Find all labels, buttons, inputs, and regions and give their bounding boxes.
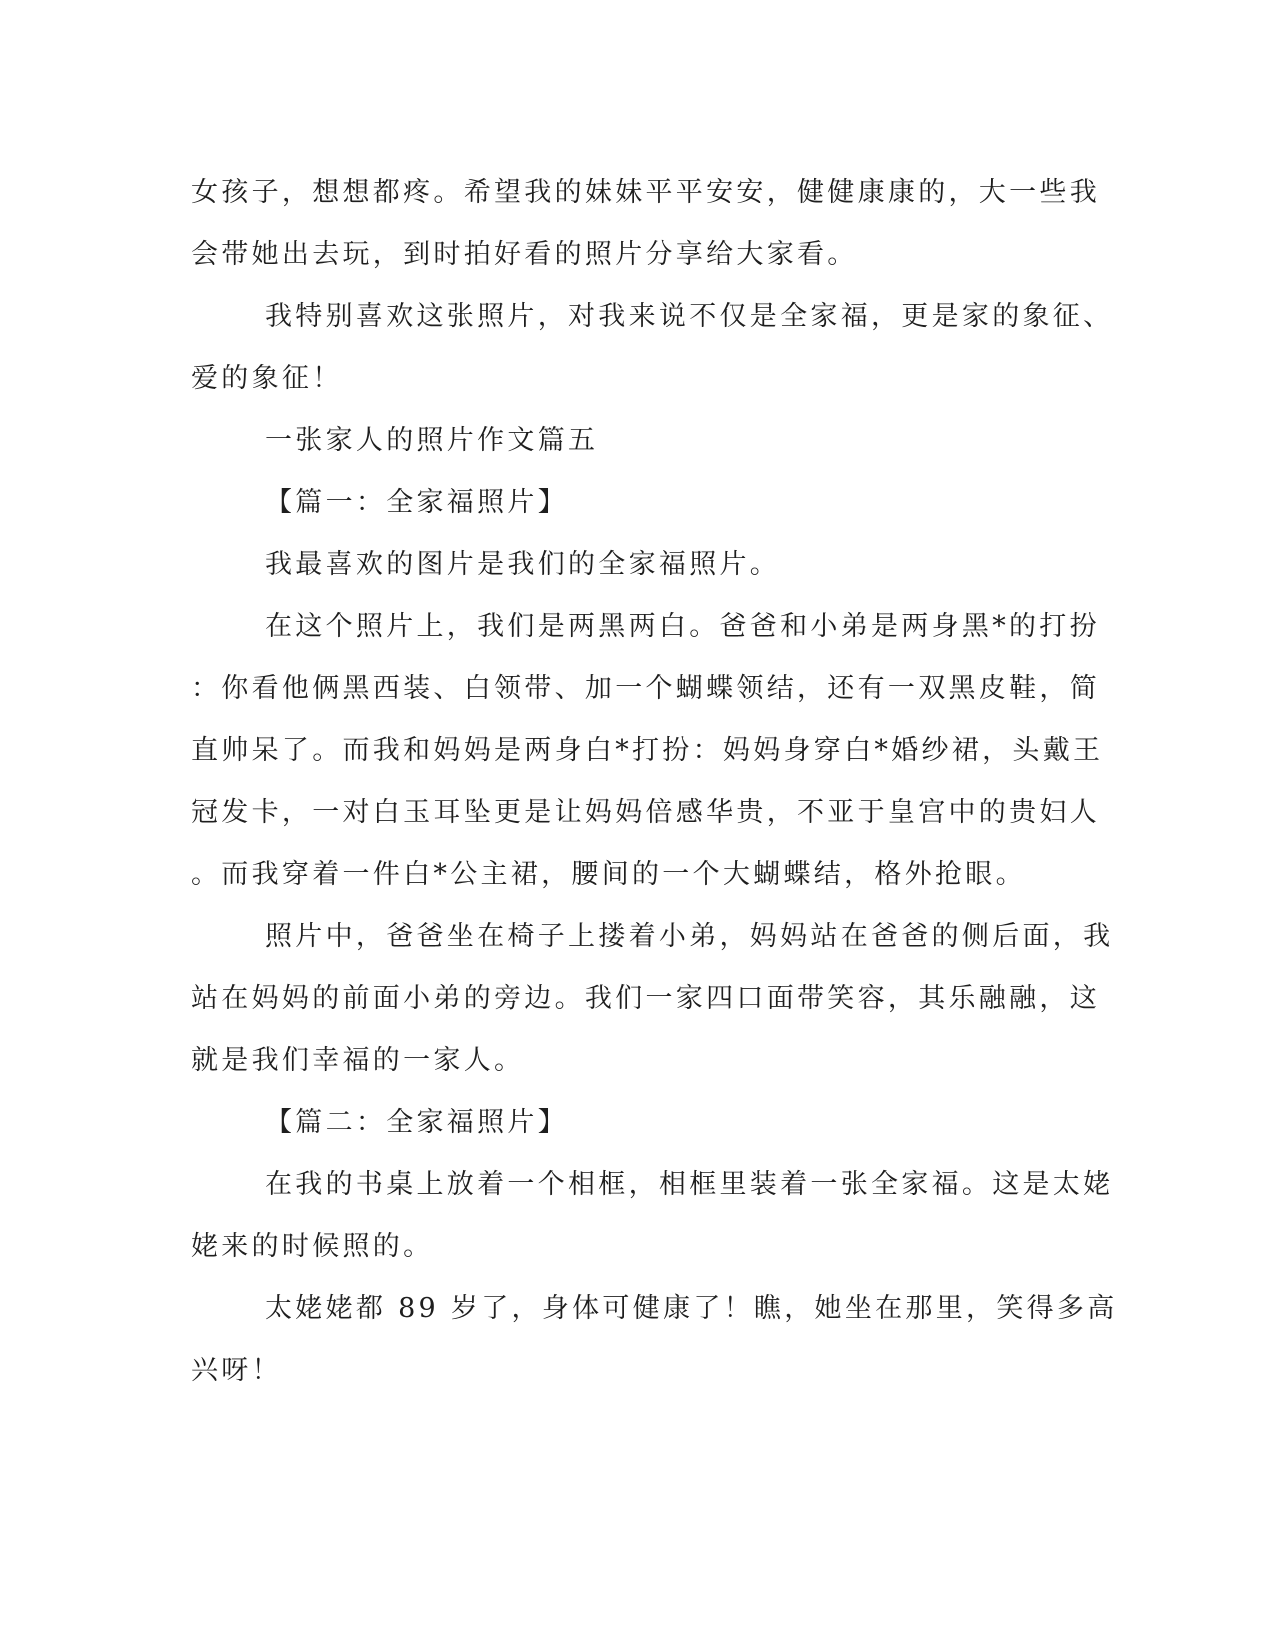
- text-line-20: 兴呀！: [191, 1355, 282, 1386]
- text-line-11: 冠发卡，一对白玉耳坠更是让妈妈倍感华贵，不亚于皇宫中的贵妇人: [191, 797, 1100, 828]
- text-line-1: 女孩子，想想都疼。希望我的妹妹平平安安，健健康康的，大一些我: [191, 177, 1100, 208]
- text-line-19: 太姥姥都 89 岁了，身体可健康了！瞧，她坐在那里，笑得多高: [265, 1293, 1118, 1324]
- text-line-8: 在这个照片上，我们是两黑两白。爸爸和小弟是两身黑*的打扮: [265, 611, 1100, 642]
- text-line-9: ：你看他俩黑西装、白领带、加一个蝴蝶领结，还有一双黑皮鞋，简: [191, 673, 1100, 704]
- text-line-3: 我特别喜欢这张照片，对我来说不仅是全家福，更是家的象征、: [265, 301, 1114, 332]
- text-line-15: 就是我们幸福的一家人。: [191, 1045, 525, 1076]
- text-line-4: 爱的象征！: [191, 363, 343, 394]
- text-line-18: 姥来的时候照的。: [191, 1231, 434, 1262]
- text-line-13: 照片中，爸爸坐在椅子上搂着小弟，妈妈站在爸爸的侧后面，我: [265, 921, 1114, 952]
- subheading-part-two: 【篇二：全家福照片】: [265, 1107, 568, 1138]
- body-text: [191, 162, 1118, 1402]
- text-line-2: 会带她出去玩，到时拍好看的照片分享给大家看。: [191, 239, 858, 270]
- subheading-part-one: 【篇一：全家福照片】: [265, 487, 568, 518]
- section-title: 一张家人的照片作文篇五: [265, 425, 599, 456]
- text-line-10: 直帅呆了。而我和妈妈是两身白*打扮：妈妈身穿白*婚纱裙，头戴王: [191, 735, 1104, 766]
- text-line-17: 在我的书桌上放着一个相框，相框里装着一张全家福。这是太姥: [265, 1169, 1114, 1200]
- text-line-12: 。而我穿着一件白*公主裙，腰间的一个大蝴蝶结，格外抢眼。: [191, 859, 1026, 890]
- text-line-14: 站在妈妈的前面小弟的旁边。我们一家四口面带笑容，其乐融融，这: [191, 983, 1100, 1014]
- text-line-7: 我最喜欢的图片是我们的全家福照片。: [265, 549, 781, 580]
